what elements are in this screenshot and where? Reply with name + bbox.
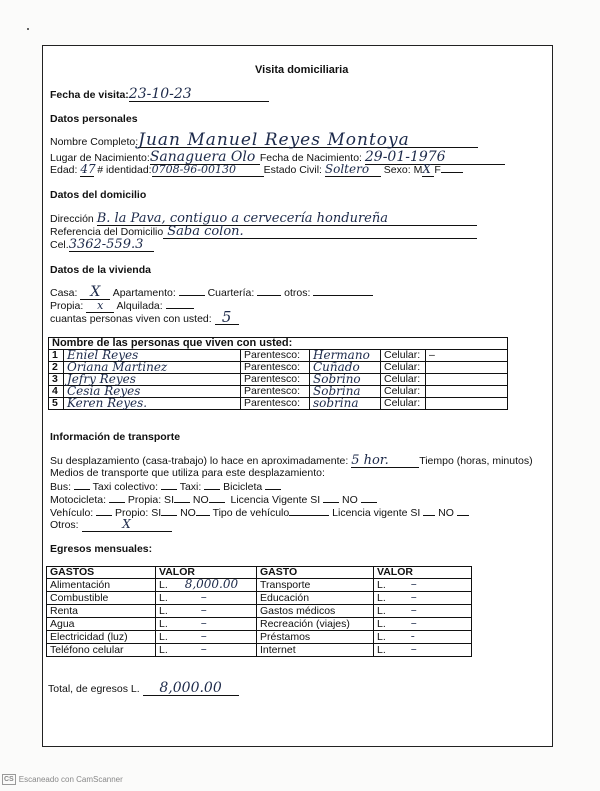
- bus-taxi-row: [50, 480, 281, 493]
- civil-label: Estado Civil:: [263, 164, 322, 176]
- expenses-heading: Egresos mensuales:: [50, 543, 153, 555]
- total-row: [48, 682, 239, 696]
- sex-m-mark[interactable]: X: [422, 163, 434, 177]
- expense-amount: –: [200, 642, 207, 656]
- relation-label: Parentesco:: [241, 362, 310, 374]
- moto-propia-no-field[interactable]: [209, 493, 225, 503]
- motocicleta-label: Motocicleta:: [50, 494, 107, 506]
- phone-value[interactable]: [426, 386, 508, 398]
- total-label: Total, de egresos L.: [48, 683, 140, 695]
- camscanner-text: Escaneado con CamScanner: [18, 775, 123, 784]
- expense-value[interactable]: [156, 644, 257, 657]
- person-name[interactable]: Oriana Martinez: [64, 362, 241, 374]
- expense-label: Transporte: [257, 579, 374, 592]
- camscanner-watermark: [2, 774, 123, 785]
- relation-label: Parentesco:: [241, 374, 310, 386]
- expense-amount: –: [200, 629, 207, 643]
- otros-label: otros:: [284, 287, 311, 299]
- phone-value[interactable]: [426, 398, 508, 410]
- currency: L.: [377, 605, 386, 617]
- currency: L.: [159, 644, 168, 656]
- currency: L.: [377, 618, 386, 630]
- name-row: [50, 130, 478, 150]
- bus-field[interactable]: [74, 480, 90, 490]
- otros-field[interactable]: [313, 286, 373, 296]
- row-number: 1: [49, 350, 64, 362]
- otros-transport-mark[interactable]: X: [82, 518, 172, 532]
- relation-label: Parentesco:: [241, 398, 310, 410]
- moto-propia-si-field[interactable]: [174, 493, 190, 503]
- expense-label: Gastos médicos: [257, 605, 374, 618]
- row-number: 5: [49, 398, 64, 410]
- phone-label: Cel.: [50, 239, 69, 251]
- housing-heading: Datos de la vivienda: [50, 264, 151, 276]
- cuarteria-field[interactable]: [257, 286, 281, 296]
- age-row: [50, 163, 463, 177]
- household-table: [48, 337, 508, 410]
- casa-mark[interactable]: X: [80, 286, 110, 300]
- expense-amount: –: [410, 603, 417, 617]
- birthdate-label: Fecha de Nacimiento:: [259, 152, 362, 164]
- reference-value[interactable]: Saba colon.: [163, 225, 477, 239]
- person-name[interactable]: Cesia Reyes: [64, 386, 241, 398]
- expenses-header-row: [47, 567, 472, 579]
- relation-value[interactable]: Sobrino: [310, 374, 381, 386]
- sex-label: Sexo: M: [383, 164, 423, 176]
- reference-label: Referencia del Domicilio: [50, 226, 164, 238]
- vehiculo-propio-si-label: Propio: SI: [115, 507, 162, 519]
- expense-amount: –: [200, 616, 207, 630]
- expense-amount: –: [410, 590, 417, 604]
- currency: L.: [159, 605, 168, 617]
- vehiculo-propio-si-field[interactable]: [161, 506, 177, 516]
- tipo-vehiculo-label: Tipo de vehículo: [212, 507, 290, 519]
- expense-value[interactable]: [374, 579, 472, 592]
- col-valor: VALOR: [156, 567, 257, 579]
- commute-value[interactable]: 5 hor.: [351, 454, 419, 468]
- people-count-row: [50, 308, 239, 326]
- casa-label: Casa:: [50, 287, 78, 299]
- id-label: # identidad:: [97, 164, 152, 176]
- phone-label: Celular:: [381, 374, 426, 386]
- total-value[interactable]: 8,000.00: [143, 682, 239, 696]
- relation-label: Parentesco:: [241, 350, 310, 362]
- expense-amount: -: [410, 629, 415, 643]
- otros-transport-label: Otros:: [50, 519, 79, 531]
- visit-date-row: [50, 88, 269, 102]
- expense-amount: –: [200, 590, 207, 604]
- vehiculo-field[interactable]: [96, 506, 112, 516]
- expense-label: Recreación (viajes): [257, 618, 374, 631]
- moto-licencia-no-label: NO: [342, 494, 358, 506]
- expense-label: Combustible: [47, 592, 156, 605]
- expense-label: Alimentación: [47, 579, 156, 592]
- phone-value[interactable]: –: [426, 350, 508, 362]
- cuarteria-label: Cuartería:: [207, 287, 255, 299]
- alquilada-field[interactable]: [166, 299, 194, 309]
- birthplace-value[interactable]: Sanaguera Olo: [150, 151, 260, 165]
- row-number: 2: [49, 362, 64, 374]
- col-gasto: GASTO: [257, 567, 374, 579]
- bicicleta-field[interactable]: [265, 480, 281, 490]
- row-number: 3: [49, 374, 64, 386]
- means-label: Medios de transporte que utiliza para este desplazamiento:: [50, 467, 325, 479]
- domicile-heading: Datos del domicilio: [50, 189, 147, 201]
- sex-f-label: F: [434, 164, 441, 176]
- age-label: Edad:: [50, 164, 78, 176]
- expense-value[interactable]: [374, 605, 472, 618]
- relation-value[interactable]: Hermano: [310, 350, 381, 362]
- household-header: Nombre de las personas que viven con usted:: [49, 338, 508, 350]
- apartamento-label: Apartamento:: [112, 287, 176, 299]
- bus-label: Bus:: [50, 481, 72, 493]
- expense-label: Renta: [47, 605, 156, 618]
- vehiculo-propio-no-label: NO: [180, 507, 196, 519]
- currency: L.: [377, 579, 386, 591]
- taxi-field[interactable]: [204, 480, 220, 490]
- sex-f-field[interactable]: [441, 163, 463, 173]
- currency: L.: [377, 644, 386, 656]
- otros-transport-row: [50, 518, 172, 532]
- person-name[interactable]: Keren Reyes.: [64, 398, 241, 410]
- name-label: Nombre Completo:: [50, 136, 139, 148]
- moto-licencia-label: Licencia Vigente SI: [230, 494, 321, 506]
- expenses-table: [46, 566, 472, 657]
- expense-label: Teléfono celular: [47, 644, 156, 657]
- moto-propia-si-label: Propia: SI: [127, 494, 174, 506]
- table-row: [47, 579, 472, 592]
- id-value[interactable]: 0708-96-00130: [152, 163, 264, 177]
- propia-label: Propia:: [50, 300, 84, 312]
- person-name[interactable]: Jefry Reyes: [64, 374, 241, 386]
- currency: L.: [159, 579, 168, 591]
- taxi-colectivo-label: Taxi colectivo:: [92, 481, 159, 493]
- person-name[interactable]: Eniel Reyes: [64, 350, 241, 362]
- relation-value[interactable]: sobrina: [310, 398, 381, 410]
- row-number: 4: [49, 386, 64, 398]
- expense-label: Agua: [47, 618, 156, 631]
- vehiculo-propio-no-field[interactable]: [196, 506, 210, 516]
- col-valor-2: VALOR: [374, 567, 472, 579]
- expense-value[interactable]: [374, 592, 472, 605]
- table-row: [47, 644, 472, 657]
- phone-value[interactable]: [426, 374, 508, 386]
- housing-type-row: [50, 286, 373, 300]
- people-count-label: cuantas personas viven con usted:: [50, 313, 212, 325]
- table-row: [47, 631, 472, 644]
- phone-row: [50, 238, 154, 252]
- taxi-colectivo-field[interactable]: [161, 480, 177, 490]
- expense-amount: –: [410, 577, 417, 591]
- visit-date-label: Fecha de visita:: [50, 89, 129, 101]
- commute-row: [50, 454, 533, 468]
- relation-label: Parentesco:: [241, 386, 310, 398]
- expense-label: Internet: [257, 644, 374, 657]
- people-count-value[interactable]: 5: [215, 311, 239, 325]
- phone-value[interactable]: 3362-559.3: [69, 238, 154, 252]
- phone-label: Celular:: [381, 398, 426, 410]
- currency: L.: [159, 631, 168, 643]
- expense-value[interactable]: [374, 618, 472, 631]
- phone-label: Celular:: [381, 386, 426, 398]
- birthplace-label: Lugar de Nacimiento:: [50, 152, 150, 164]
- table-row: [47, 618, 472, 631]
- currency: L.: [377, 631, 386, 643]
- vehiculo-label: Vehículo:: [50, 507, 94, 519]
- personal-heading: Datos personales: [50, 113, 138, 125]
- expense-label: Electricidad (luz): [47, 631, 156, 644]
- transport-heading: Información de transporte: [50, 431, 181, 443]
- apartamento-field[interactable]: [179, 286, 205, 296]
- relation-value[interactable]: Cuñado: [310, 362, 381, 374]
- tipo-vehiculo-field[interactable]: [289, 506, 329, 516]
- vehiculo-licencia-no-label: NO: [438, 507, 454, 519]
- expense-amount: –: [410, 642, 417, 656]
- expense-value[interactable]: [374, 631, 472, 644]
- currency: L.: [377, 592, 386, 604]
- birthdate-value[interactable]: 29-01-1976: [365, 151, 505, 165]
- taxi-label: Taxi:: [179, 481, 202, 493]
- address-value[interactable]: B. la Pava, contiguo a cervecería hondureña: [97, 212, 477, 226]
- expense-label: Préstamos: [257, 631, 374, 644]
- moto-licencia-no-field[interactable]: [361, 493, 377, 503]
- motorcycle-row: [50, 493, 377, 506]
- commute-unit: Tiempo (horas, minutos): [419, 455, 533, 467]
- bicicleta-label: Bicicleta: [223, 481, 263, 493]
- visit-date-value[interactable]: 23-10-23: [129, 88, 269, 102]
- expense-amount: 8,000.00: [184, 577, 239, 591]
- moto-propia-no-label: NO: [192, 494, 209, 506]
- propia-mark[interactable]: x: [86, 299, 114, 313]
- commute-label: Su desplazamiento (casa-trabajo) lo hace en aproximadamente:: [50, 455, 349, 467]
- vehiculo-licencia-no-field[interactable]: [457, 506, 469, 516]
- address-label: Dirección: [50, 213, 94, 225]
- col-gastos: GASTOS: [47, 567, 156, 579]
- address-row: [50, 212, 477, 226]
- expense-label: Educación: [257, 592, 374, 605]
- vehiculo-licencia-si-field[interactable]: [423, 506, 435, 516]
- phone-label: Celular:: [381, 350, 426, 362]
- expense-amount: –: [200, 603, 207, 617]
- motocicleta-field[interactable]: [109, 493, 125, 503]
- expense-amount: –: [410, 616, 417, 630]
- name-value[interactable]: Juan Manuel Reyes Montoya: [138, 134, 478, 148]
- table-row: [47, 605, 472, 618]
- moto-licencia-si-field[interactable]: [323, 493, 339, 503]
- phone-value[interactable]: [426, 362, 508, 374]
- table-row: [49, 398, 508, 410]
- civil-value[interactable]: Soltero: [325, 163, 381, 177]
- expense-value[interactable]: [374, 644, 472, 657]
- currency: L.: [159, 618, 168, 630]
- document-title: Visita domiciliaria: [255, 64, 349, 76]
- camscanner-logo-icon: CS: [4, 776, 14, 783]
- relation-value[interactable]: Sobrina: [310, 386, 381, 398]
- currency: L.: [159, 592, 168, 604]
- vehiculo-licencia-label: Licencia vigente SI: [332, 507, 421, 519]
- alquilada-label: Alquilada:: [116, 300, 163, 312]
- scan-speck: [27, 28, 29, 30]
- age-value[interactable]: 47: [80, 162, 96, 176]
- phone-label: Celular:: [381, 362, 426, 374]
- table-row: [47, 592, 472, 605]
